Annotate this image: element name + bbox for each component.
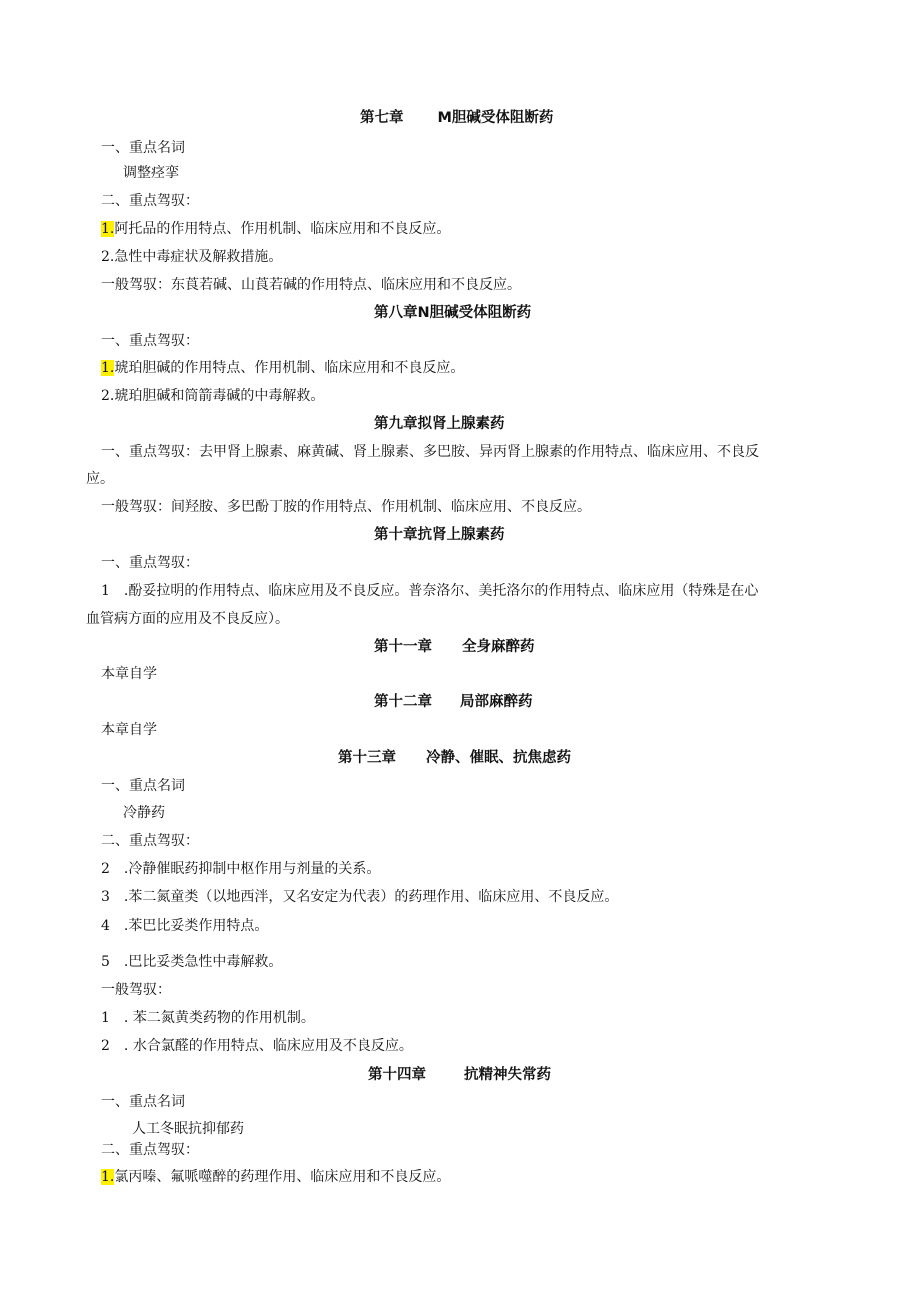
highlighted-number: 1. xyxy=(101,221,115,237)
ch13-general-item: 1 . 苯二氮黄类药物的作用机制。 xyxy=(101,1010,315,1026)
chapter-11-title: 全身麻醉药 xyxy=(462,639,535,655)
ch14-section-key: 二、重点驾驭： xyxy=(101,1142,199,1158)
highlighted-number: 1. xyxy=(101,360,115,376)
chapter-12-title: 局部麻醉药 xyxy=(460,694,533,710)
ch8-section-key: 一、重点驾驭： xyxy=(101,333,199,349)
ch7-section-key: 二、重点驾驭： xyxy=(101,193,199,209)
chapter-12-heading xyxy=(374,692,533,712)
ch7-key-item-2: 2.急性中毒症状及解救措施。 xyxy=(101,249,283,265)
ch14-term: 人工冬眠抗抑郁药 xyxy=(132,1121,244,1137)
ch9-section-key-line2: 应。 xyxy=(86,471,114,487)
ch13-key-item: 2 .冷静催眠药抑制中枢作用与剂量的关系。 xyxy=(101,861,381,877)
chapter-7-heading xyxy=(360,108,553,128)
ch13-key-item: 4 .苯巴比妥类作用特点。 xyxy=(101,918,269,934)
ch9-section-key-line1: 一、重点驾驭：去甲肾上腺素、麻黄碱、肾上腺素、多巴胺、异丙肾上腺素的作用特点、临床应用、不良反 xyxy=(101,444,759,460)
chapter-14-title: 抗精神失常药 xyxy=(464,1067,551,1083)
ch7-key-item-1: 1.阿托品的作用特点、作用机制、临床应用和不良反应。 xyxy=(101,221,451,237)
ch8-key-item-2: 2.琥珀胆碱和筒箭毒碱的中毒解救。 xyxy=(101,388,325,404)
ch10-key-item-1-line1: 1 .酚妥拉明的作用特点、临床应用及不良反应。普奈洛尔、美托洛尔的作用特点、临床应用（特殊是在心 xyxy=(101,583,759,599)
chapter-14-heading xyxy=(368,1065,551,1085)
ch11-note: 本章自学 xyxy=(101,666,157,682)
ch13-section-terms: 一、重点名词 xyxy=(101,778,185,794)
ch14-section-terms: 一、重点名词 xyxy=(101,1094,185,1110)
ch14-key-item-1: 1.氯丙嗪、氟哌噬醉的药理作用、临床应用和不良反应。 xyxy=(101,1169,451,1185)
ch13-general-item: 2 . 水合氯醛的作用特点、临床应用及不良反应。 xyxy=(101,1038,413,1054)
ch8-key-item-1: 1.琥珀胆碱的作用特点、作用机制、临床应用和不良反应。 xyxy=(101,360,465,376)
chapter-8-heading: 第八章N胆碱受体阻断药 xyxy=(374,305,532,321)
ch10-section-key: 一、重点驾驭： xyxy=(101,555,199,571)
chapter-13-heading xyxy=(338,748,571,768)
ch13-term: 冷静药 xyxy=(123,805,165,821)
highlighted-number: 1. xyxy=(101,1169,115,1185)
chapter-11-number: 第十一章 xyxy=(374,639,432,655)
chapter-12-number: 第十二章 xyxy=(374,694,432,710)
ch13-section-key: 二、重点驾驭： xyxy=(101,833,199,849)
ch7-general: 一般驾驭：东莨若碱、山莨若碱的作用特点、临床应用和不良反应。 xyxy=(101,277,521,293)
chapter-13-number: 第十三章 xyxy=(338,750,396,766)
ch13-general: 一般驾驭： xyxy=(101,982,171,998)
chapter-13-title: 冷静、催眠、抗焦虑药 xyxy=(426,750,571,766)
ch10-key-item-1-line2: 血管病方面的应用及不良反应）。 xyxy=(86,611,289,627)
ch13-key-item: 3 .苯二氮童类（以地西泮，又名安定为代表）的药理作用、临床应用、不良反应。 xyxy=(101,889,619,905)
ch7-term: 调整痉挛 xyxy=(123,165,179,181)
ch12-note: 本章自学 xyxy=(101,722,157,738)
ch9-general: 一般驾驭：间羟胺、多巴酚丁胺的作用特点、作用机制、临床应用、不良反应。 xyxy=(101,499,591,515)
chapter-9-heading: 第九章拟肾上腺素药 xyxy=(374,416,505,432)
chapter-7-number: 第七章 xyxy=(360,110,404,126)
ch7-section-terms: 一、重点名词 xyxy=(101,140,185,156)
ch13-key-item: 5 .巴比妥类急性中毒解救。 xyxy=(101,954,283,970)
chapter-11-heading xyxy=(374,637,535,657)
chapter-7-title: M胆碱受体阻断药 xyxy=(437,110,554,126)
chapter-14-number: 第十四章 xyxy=(368,1067,426,1083)
chapter-10-heading: 第十章抗肾上腺素药 xyxy=(374,527,505,543)
